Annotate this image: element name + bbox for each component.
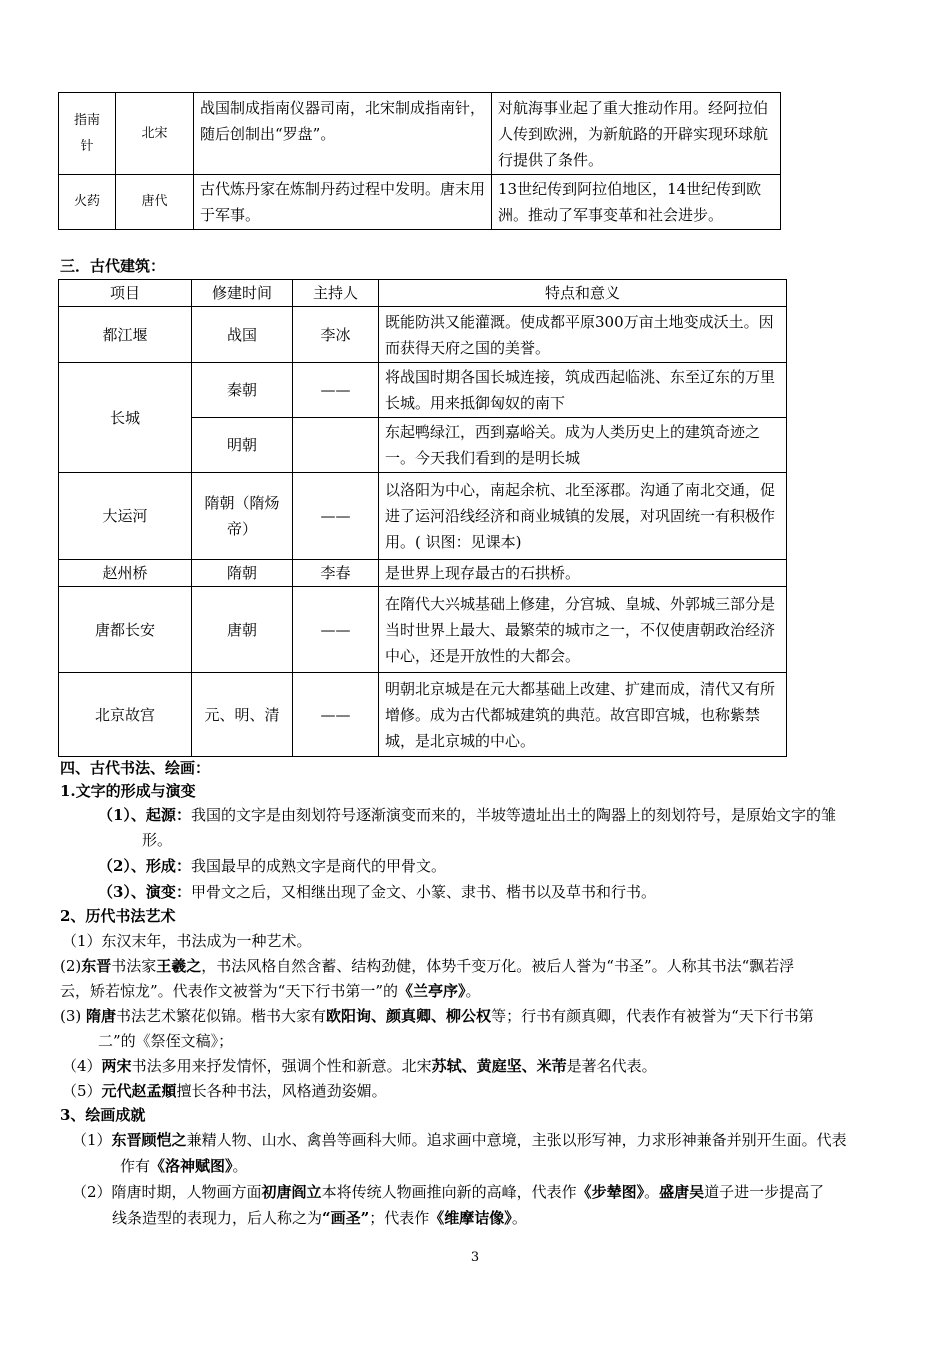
paragraph-painting-2: （2）隋唐时期，人物画方面初唐阎立本将传统人物画推向新的高峰，代表作《步辇图》。盛唐吴道子进一步提高了: [72, 1183, 825, 1201]
paragraph-evolution: （3）、演变：甲骨文之后，又相继出现了金文、小篆、隶书、楷书以及草书和行书。: [98, 883, 656, 901]
build-time: 明朝: [192, 418, 293, 473]
paragraph-formation: （2）、形成：我国最早的成熟文字是商代的甲骨文。: [98, 857, 446, 875]
page-number: 3: [470, 1250, 480, 1265]
invention-time: 唐代: [116, 175, 194, 230]
invention-desc: 古代炼丹家在炼制丹药过程中发明。唐末用于军事。: [194, 175, 492, 230]
subheading-writing: 1.文字的形成与演变: [60, 782, 196, 800]
architecture-table: [58, 279, 787, 757]
feature-text: 明朝北京城是在元大都基础上改建、扩建而成，清代又有所增修。成为古代都城建筑的典范。故宫即宫城，也称紫禁城，是北京城的中心。: [379, 673, 787, 757]
paragraph-calligraphy-4: （4）两宋书法多用来抒发情怀，强调个性和新意。北宋苏轼、黄庭坚、米芾是著名代表。: [62, 1057, 657, 1075]
section-heading-architecture: 三．古代建筑：: [60, 257, 166, 275]
feature-text: 将战国时期各国长城连接，筑成西起临洮、东至辽东的万里长城。用来抵御匈奴的南下: [379, 363, 787, 418]
project-name: 都江堰: [59, 307, 192, 363]
invention-impact: 对航海事业起了重大推动作用。经阿拉伯人传到欧洲，为新航路的开辟实现环球航行提供了条件。: [492, 93, 781, 175]
feature-text: 既能防洪又能灌溉。使成都平原300万亩土地变成沃土。因而获得天府之国的美誉。: [379, 307, 787, 363]
host-name: ——: [293, 673, 379, 757]
build-time: 元、明、清: [192, 673, 293, 757]
host-name: ——: [293, 473, 379, 560]
build-time: 隋朝: [192, 560, 293, 587]
host-name: 李春: [293, 560, 379, 587]
project-name: 长城: [59, 363, 192, 473]
inventions-table: [58, 92, 781, 230]
subheading-painting: 3、绘画成就: [60, 1106, 146, 1124]
project-name: 唐都长安: [59, 587, 192, 673]
paragraph-origin-cont: 形。: [142, 831, 173, 849]
subheading-calligraphy: 2、历代书法艺术: [60, 907, 176, 925]
paragraph-calligraphy-2: (2)东晋书法家王羲之，书法风格自然含蓄、结构劲健，体势千变万化。被后人誉为“书圣”。人称其书法“飘若浮: [60, 957, 795, 975]
paragraph-calligraphy-2-cont: 云，矫若惊龙”。代表作文被誉为“天下行书第一”的《兰亭序》。: [60, 982, 481, 1000]
project-name: 北京故宫: [59, 673, 192, 757]
table-row: [59, 363, 787, 418]
paragraph-calligraphy-5: （5）元代赵孟頫擅长各种书法，风格遒劲姿媚。: [62, 1082, 387, 1100]
table-row: [59, 93, 781, 175]
invention-impact: 13世纪传到阿拉伯地区，14世纪传到欧洲。推动了军事变革和社会进步。: [492, 175, 781, 230]
paragraph-calligraphy-1: （1）东汉末年，书法成为一种艺术。: [62, 932, 312, 950]
feature-text: 是世界上现存最古的石拱桥。: [379, 560, 787, 587]
invention-time: 北宋: [116, 93, 194, 175]
build-time: 战国: [192, 307, 293, 363]
project-name: 大运河: [59, 473, 192, 560]
column-header: 特点和意义: [379, 280, 787, 307]
table-header-row: [59, 280, 787, 307]
host-name: ——: [293, 587, 379, 673]
host-name: ——: [293, 363, 379, 418]
table-row: [59, 473, 787, 560]
feature-text: 在隋代大兴城基础上修建，分宫城、皇城、外郭城三部分是当时世界上最大、最繁荣的城市之一，不仅使唐朝政治经济中心，还是开放性的大都会。: [379, 587, 787, 673]
column-header: 修建时间: [192, 280, 293, 307]
invention-name: 指南针: [59, 93, 116, 175]
table-row: [59, 673, 787, 757]
feature-text: 东起鸭绿江，西到嘉峪关。成为人类历史上的建筑奇迹之一。今天我们看到的是明长城: [379, 418, 787, 473]
paragraph-calligraphy-3-cont: 二”的《祭侄文稿》；: [98, 1032, 234, 1050]
build-time: 秦朝: [192, 363, 293, 418]
table-row: [59, 560, 787, 587]
invention-name: 火药: [59, 175, 116, 230]
section-heading-calligraphy: 四、古代书法、绘画：: [60, 759, 211, 777]
table-row: [59, 307, 787, 363]
column-header: 主持人: [293, 280, 379, 307]
table-row: [59, 175, 781, 230]
paragraph-calligraphy-3: (3) 隋唐书法艺术繁花似锦。楷书大家有欧阳询、颜真卿、柳公权等；行书有颜真卿，代表作有被誉为“天下行书第: [60, 1007, 814, 1025]
paragraph-origin: （1）、起源：我国的文字是由刻划符号逐渐演变而来的，半坡等遗址出土的陶器上的刻划符号，是原始文字的雏: [98, 806, 836, 824]
build-time: 唐朝: [192, 587, 293, 673]
paragraph-painting-2-cont: 线条造型的表现力，后人称之为“画圣”；代表作《维摩诘像》。: [112, 1209, 527, 1227]
table-row: [59, 587, 787, 673]
column-header: 项目: [59, 280, 192, 307]
paragraph-painting-1: （1）东晋顾恺之兼精人物、山水、禽兽等画科大师。追求画中意境，主张以形写神，力求形神兼备并别开生面。代表: [72, 1131, 847, 1149]
build-time: 隋朝（隋炀帝）: [192, 473, 293, 560]
feature-text: 以洛阳为中心，南起余杭、北至涿郡。沟通了南北交通，促进了运河沿线经济和商业城镇的发展，对巩固统一有积极作用。( 识图：见课本): [379, 473, 787, 560]
project-name: 赵州桥: [59, 560, 192, 587]
host-name: [293, 418, 379, 473]
invention-desc: 战国制成指南仪器司南，北宋制成指南针，随后创制出“罗盘”。: [194, 93, 492, 175]
host-name: 李冰: [293, 307, 379, 363]
paragraph-painting-1-cont: 作有《洛神赋图》。: [120, 1157, 248, 1175]
